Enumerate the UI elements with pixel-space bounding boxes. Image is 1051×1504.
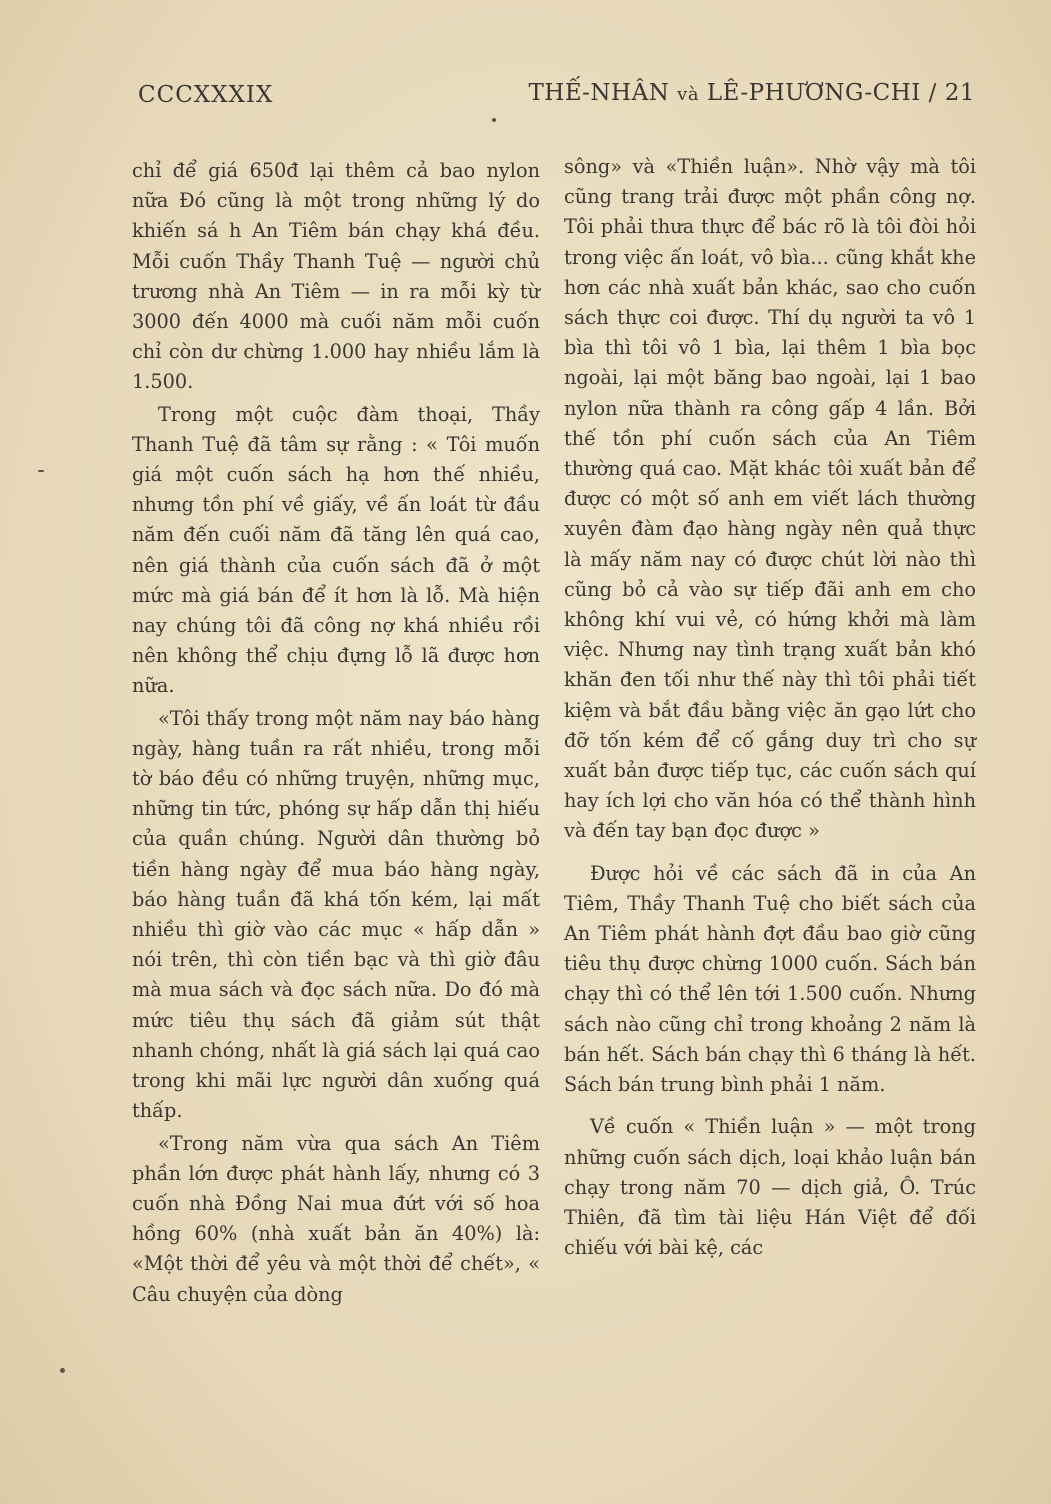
paragraph: Về cuốn « Thiền luận » — một trong những cuốn sách dịch, loại khảo luận bán chạy trong năm 70 — dịch giả, Ô. Trúc Thiên, đã tìm tài liệu Hán Việt để đối chiếu với bài kệ, các (564, 1115, 976, 1260)
running-header (528, 80, 975, 106)
page-number: / 21 (928, 80, 975, 106)
page-roman-numeral: CCCXXXIX (138, 82, 274, 108)
running-title-second: LÊ-PHƯƠNG-CHI (706, 80, 921, 106)
running-title: THẾ-NHÂN (528, 80, 670, 106)
left-text-column (132, 156, 540, 1310)
running-title-conjunction: và (677, 84, 700, 105)
paragraph: sông» và «Thiền luận». Nhờ vậy mà tôi cũng trang trải được một phần công nợ. Tôi phải thưa thực để bác rõ là tôi đòi hỏi trong việc ấn loát, vô bìa... cũng khắt khe hơn các nhà xuất bản khác, sao cho cuốn sách thực coi được. Thí dụ người ta vô 1 bìa thì tôi vô 1 bìa, lại thêm 1 bìa bọc ngoài, lại một băng bao ngoài, lại 1 bao nylon nữa thành ra công gấp 4 lần. Bởi thế tồn phí cuốn sách của An Tiêm thường quá cao. Mặt khác tôi xuất bản để được có một số anh em viết lách thường xuyên đàm đạo hàng ngày nên quả thực là mấy năm nay có được chút lời nào thì cũng bỏ cả vào sự tiếp đãi anh em cho không khí vui vẻ, có hứng khởi mà làm việc. Nhưng nay tình trạng xuất bản khó khăn đen tối như thế này thì tôi phải tiết kiệm và bắt đầu bằng việc ăn gạo lứt cho đỡ tốn kém để cố gắng duy trì cho sự xuất bản được tiếp tục, các cuốn sách quí hay ích lợi cho văn hóa có thể thành hình và đến tay bạn đọc được » (564, 155, 976, 843)
paragraph: «Tôi thấy trong một năm nay báo hàng ngày, hàng tuần ra rất nhiều, trong mỗi tờ báo đều có những truyện, những mục, những tin tức, phóng sự hấp dẫn thị hiếu của quần chúng. Người dân thường bỏ tiền hàng ngày để mua báo hàng ngày, báo hàng tuần đã khá tốn kém, lại mất nhiều thì giờ vào các mục « hấp dẫn » nói trên, thì còn tiền bạc và thì giờ đâu mà mua sách và đọc sách nữa. Do đó mà mức tiêu thụ sách đã giảm sút thật nhanh chóng, nhất là giá sách lại quá cao trong khi mãi lực người dân xuống quá thấp. (132, 706, 540, 1123)
right-text-column (564, 152, 976, 1263)
paragraph: Được hỏi về các sách đã in của An Tiêm, Thầy Thanh Tuệ cho biết sách của An Tiêm phát hành đợt đầu bao giờ cũng tiêu thụ được chừng 1000 cuốn. Sách bán chạy thì có thể lên tới 1.500 cuốn. Nhưng sách nào cũng chỉ trong khoảng 2 năm là bán hết. Sách bán chạy thì 6 tháng là hết. Sách bán trung bình phải 1 năm. (564, 861, 976, 1097)
ink-speck (60, 1368, 65, 1373)
paragraph: «Trong năm vừa qua sách An Tiêm phần lớn được phát hành lấy, nhưng có 3 cuốn nhà Đồng Nai mua đứt với số hoa hồng 60% (nhà xuất bản ăn 40%) là: «Một thời để yêu và một thời để chết», « Câu chuyện của dòng (132, 1131, 540, 1306)
ink-speck (38, 470, 44, 472)
paragraph: chỉ để giá 650đ lại thêm cả bao nylon nữa Đó cũng là một trong những lý do khiến sá h An Tiêm bán chạy khá đều. Mỗi cuốn Thầy Thanh Tuệ — người chủ trương nhà An Tiêm — in ra mỗi kỳ từ 3000 đến 4000 mà cuối năm mỗi cuốn chỉ còn dư chừng 1.000 hay nhiều lắm là 1.500. (132, 159, 540, 394)
ink-speck (492, 118, 496, 122)
paragraph: Trong một cuộc đàm thoại, Thầy Thanh Tuệ đã tâm sự rằng : « Tôi muốn giá một cuốn sách hạ hơn thế nhiều, nhưng tồn phí về giấy, về ấn loát từ đầu năm đến cuối năm đã tăng lên quá cao, nên giá thành của cuốn sách đã ở một mức mà giá bán để ít hơn là lỗ. Mà hiện nay chúng tôi đã công nợ khá nhiều rồi nên không thể chịu đựng lỗ lã được hơn nữa. (132, 402, 540, 698)
